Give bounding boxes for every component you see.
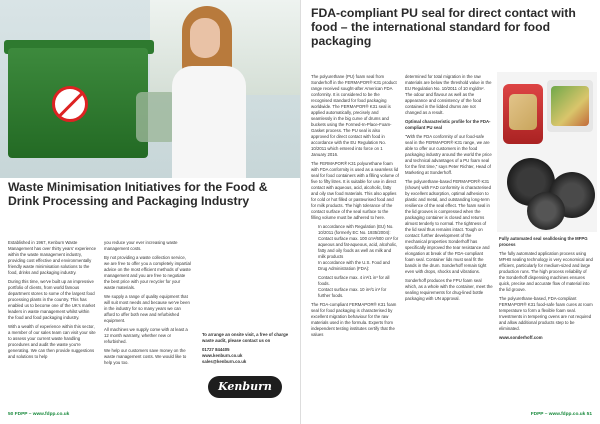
contact-email-link[interactable]: sales@kenburn.co.uk	[202, 359, 247, 364]
left-article-title: Waste Minimisation Initiatives for the Food & Drink Processing and Packaging Industry	[8, 180, 268, 208]
list-item: • In accordance with Regulation (EU) No. 10/2011 (formerly EC No. 1935/2004):	[318, 224, 399, 236]
sonderhoff-web-link[interactable]: www.sonderhoff.com	[499, 335, 543, 340]
contact-web-link[interactable]: www.kenburn.co.uk	[202, 353, 243, 358]
right-page	[300, 0, 600, 424]
food-packaging-photo	[497, 72, 597, 232]
paragraph: determined for total migration in the raw materials are below the threshold value in the EU Regulation No. 10/2011 of 10 mg/dm². The odour and flavour as well as the appearance and consistency of the food contained in the lidded drums are not changed as a result.	[405, 74, 492, 115]
paragraph: The fully automated application process using MFHB sealing technology is very economical and efficient, particularly for medium-sized and large production runs. The high process reliability of the Sonderhoff dispensing machines ensures quick, precise and accurate flow of material into the lid groove.	[499, 251, 593, 292]
paragraph: By not providing a waste collection service, we are free to offer you a completely impartial advice on the most efficient methods of waste management and you are free to negotiate the best price with your recycler for your waste materials.	[104, 255, 191, 290]
waste-bin-photo	[0, 0, 300, 178]
right-column-2	[405, 74, 493, 406]
left-folio: 50 FDPP – www.fdpp.co.uk	[8, 412, 70, 417]
contact-box	[202, 332, 292, 372]
list-item: ◦ Contact surface max. 10 in²/1 in³ for further foods.	[318, 287, 399, 299]
left-column-2	[104, 240, 192, 410]
list-item: ◦ Contact surface max. 4 in²/1 in³ for all foods.	[318, 275, 399, 287]
paragraph: Established in 1967, Kenburn Waste Management has over thirty years' experience within the waste management industry, providing cost effective and environmentally friendly waste minimisation solutions to the food, drinks and packaging industry.	[8, 240, 96, 275]
no-entry-sign-icon	[52, 86, 88, 122]
contact-lead: To arrange an onsite visit, a free of charge waste audit, please contact us on	[202, 332, 289, 343]
section-heading: Optimal characteristic profile for the FDA-compliant PU seal	[405, 119, 491, 130]
paragraph: All machines we supply come with at least a 12 month warranty, whether new or refurbished.	[104, 327, 188, 344]
paragraph: We supply a range of quality equipment that will suit most needs and because we've been in the industry for so many years we can afford to offer both new and refurbished equipment.	[104, 294, 190, 323]
contact-phone: 01727 844405	[202, 347, 230, 352]
paragraph: The FDA-compliant FERMAPOR® K31 foam seal for food packaging is characterised by excellent migration behaviour for the raw materials used in the formula. Experts from independent testing institutes certify that the values	[311, 302, 397, 337]
right-column-3	[499, 236, 593, 406]
left-column-1	[8, 240, 96, 410]
paragraph: The polyurethane-based, FDA-compliant FERMAPOR® K31 food-safe foam cures at room temperature to form a flexible foam seal. Investments in tempering ovens are not required and allow additional products step to be eliminated.	[499, 296, 593, 331]
paragraph: "With the FDA conformity of our food-safe seal in the FERMAPOR® K31 range, we are able to offer our customers in the food packaging industry around the world the price and technical advantages of a PU foam seal for the first time," says Peter Richter, Head of Marketing at Sonderhoff.	[405, 134, 492, 175]
sub-bullet-list	[318, 275, 399, 299]
paragraph: Sonderhoff produces the FPU foam seal which, as a whole with the container, meet the sealing requirements for drug-lined bottle packaging with UN approval.	[405, 278, 493, 301]
paragraph: The FERMAPOR® K31 polyurethane foam with FDA conformity is used as a seamless lid seal for food containers with a filling volume of five to fifty litres. It is suitable for use in direct contact with aqueous, acid, alcoholic, fatty and oily raw food materials. This also applies for cold or hot filled or pasteurised food and for milk products. The high tolerance of the contact surface of the seal surface to the filling volume must be adhered to here.	[311, 161, 399, 220]
paragraph: We help our customers save money on the waste management costs. We would like to help you too.	[104, 348, 187, 365]
right-article-title: FDA-compliant PU seal for direct contact with food – the international standard for food packaging	[311, 6, 576, 48]
list-item: • In accordance with the U.S. Food and Drug Administration (FDA):	[318, 260, 399, 272]
section-heading: Fully automated seal seal/dosing the MFPG process	[499, 236, 588, 247]
right-column-1	[311, 74, 399, 406]
paragraph: During this time, we've built up an impressive portfolio of clients, from world famous department stores to some of the largest food processing plants in the country. This has enabled us to become one of the UK's market leaders in waste management whilst within the food and food packaging industry.	[8, 279, 96, 320]
paragraph: The polyurethane-based FERMAPOR® K31 (shown) with FAD conformity is characterised by excellent adsorption, optimal adhesion to plastic and metal, and outstanding long-term resilience of the seal effect. The foam seal in the lid grooves is compressed when the packaging container is closed and returns almost tenderly to normal. The tightness of the lid seal thus remains intact. Tough on contact: further development of the mechanical properties Sonderhoff has specifically improved the tear resistance and elongation at break of the FDA-compliant foam seal. Container lids must seal fit the bands in the drum. Sonderhoff remain tight even with drops, shocks and vibrations.	[405, 179, 491, 274]
paragraph: The polyurethane (PU) foam seal from Sonderhoff in the FERMAPOR® K31 product range received sought-after American FDA conformity. It is considered to be the recognised standard for food packaging worldwide. The FERMAPOR® K31 seal is applied automatically, precisely and seamlessly in the big curve of drums and buckets using the Formed-In-Place-Foam-Gasket process. The PU seal is also approved for direct contact with food in accordance with the EU Regulation No. 10/2011 which entered into force on 1 January 2016.	[311, 74, 397, 157]
list-item: • Contact surface max. 100 cm²/600 cm³ for aqueous and fat-aqueous, acid, alcoholic, fatty and oily foods as well as milk and milk products	[318, 236, 399, 260]
bullet-list	[318, 224, 399, 272]
paragraph: With a wealth of experience within this sector, a member of our sales team can visit your site to assess your current waste handling procedures and audit the waste you're generating. We can then provide suggestions and solutions to help	[8, 324, 96, 359]
right-folio: FDPP – www.fdpp.co.uk 51	[530, 412, 592, 417]
kenburn-logo: Kenburn	[208, 376, 282, 398]
paragraph: you reduce your ever increasing waste management costs.	[104, 240, 178, 251]
